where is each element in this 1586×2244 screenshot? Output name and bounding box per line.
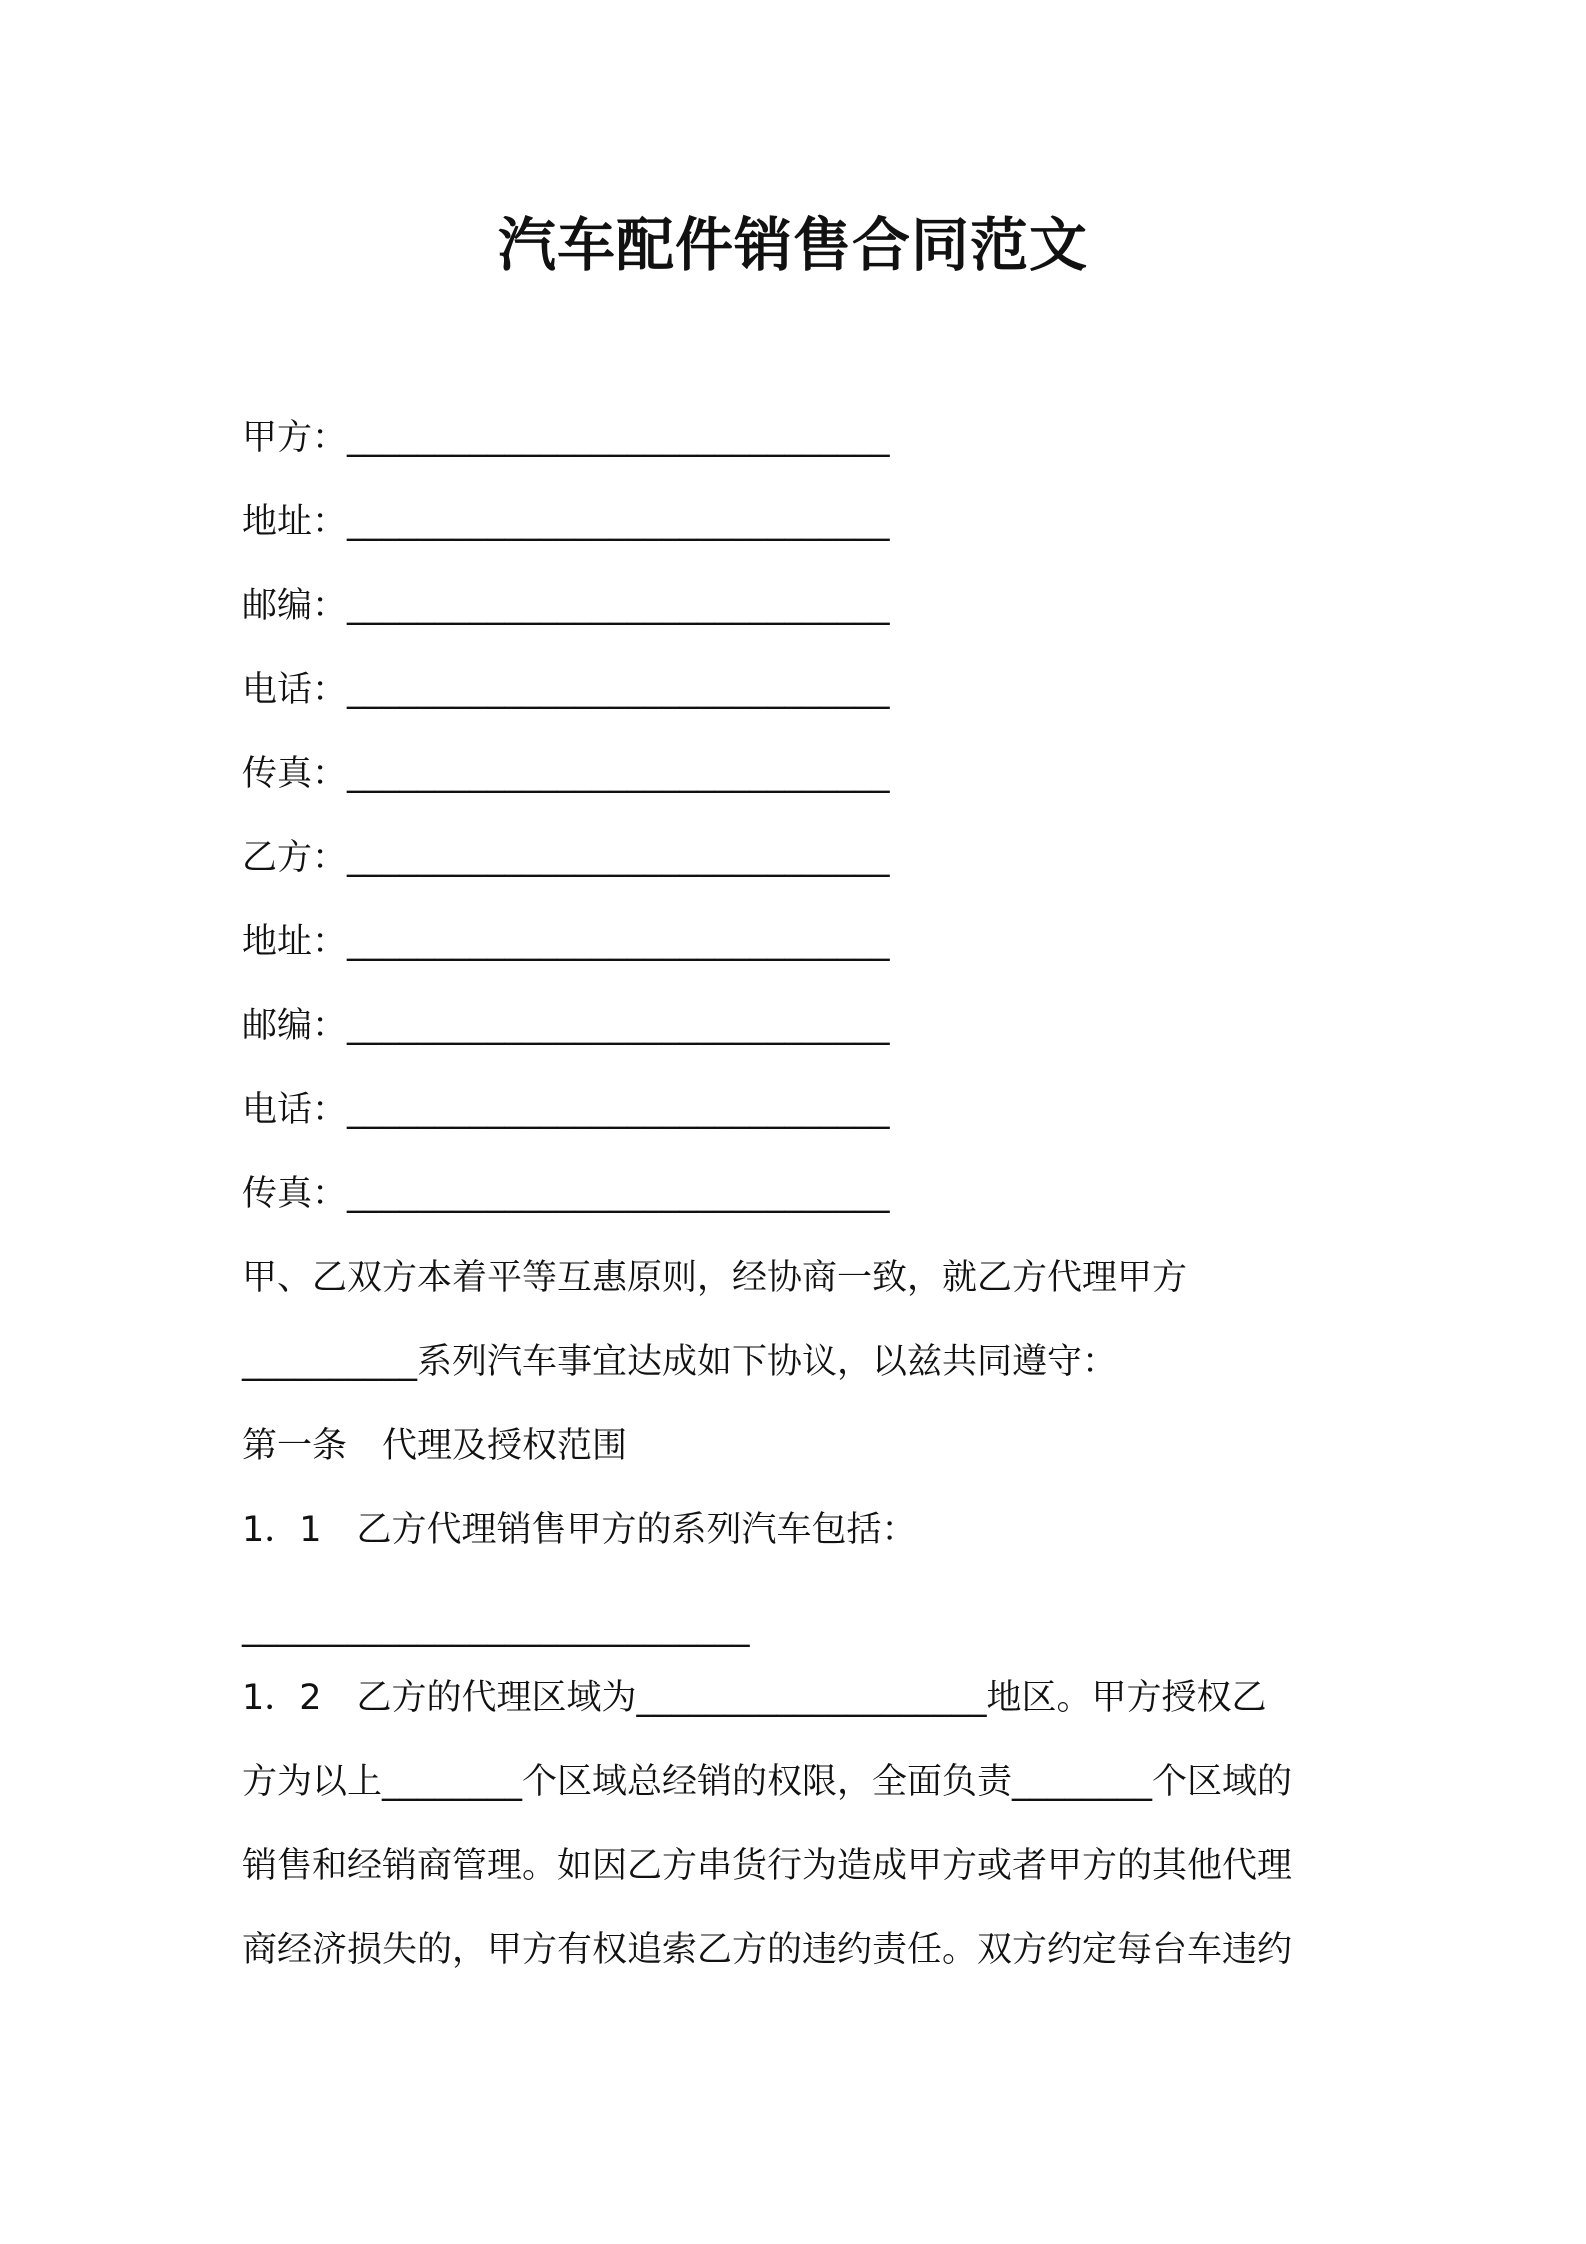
clause-1-1-blank: _____________________________ xyxy=(242,1608,750,1648)
clause-1-1: 1．1 乙方代理销售甲方的系列汽车包括： xyxy=(242,1510,917,1550)
clause-1-2-line-2: 方为以上________个区域总经销的权限，全面负责________个区域的 xyxy=(242,1762,1293,1802)
party-b-field: 乙方：_______________________________ xyxy=(242,838,890,878)
party-a-phone-field: 电话：_______________________________ xyxy=(242,670,890,710)
party-a-address-field: 地址：_______________________________ xyxy=(242,502,890,542)
party-a-postcode-field: 邮编：_______________________________ xyxy=(242,586,890,626)
party-b-postcode-field: 邮编：_______________________________ xyxy=(242,1006,890,1046)
article-1-heading: 第一条 代理及授权范围 xyxy=(242,1426,628,1466)
party-a-fax-field: 传真：_______________________________ xyxy=(242,754,890,794)
clause-1-2-line-4: 商经济损失的，甲方有权追索乙方的违约责任。双方约定每台车违约 xyxy=(242,1930,1293,1970)
party-b-fax-field: 传真：_______________________________ xyxy=(242,1174,890,1214)
clause-1-2-line-3: 销售和经销商管理。如因乙方串货行为造成甲方或者甲方的其他代理 xyxy=(242,1846,1293,1886)
intro-paragraph-line-1: 甲、乙双方本着平等互惠原则，经协商一致，就乙方代理甲方 xyxy=(242,1258,1188,1298)
document-title: 汽车配件销售合同范文 xyxy=(497,211,1088,279)
clause-1-2-line-1: 1．2 乙方的代理区域为____________________地区。甲方授权乙 xyxy=(242,1678,1267,1718)
party-a-field: 甲方：_______________________________ xyxy=(242,418,890,458)
party-b-address-field: 地址：_______________________________ xyxy=(242,922,890,962)
party-b-phone-field: 电话：_______________________________ xyxy=(242,1090,890,1130)
intro-paragraph-line-2: __________系列汽车事宜达成如下协议，以兹共同遵守： xyxy=(242,1342,1118,1382)
